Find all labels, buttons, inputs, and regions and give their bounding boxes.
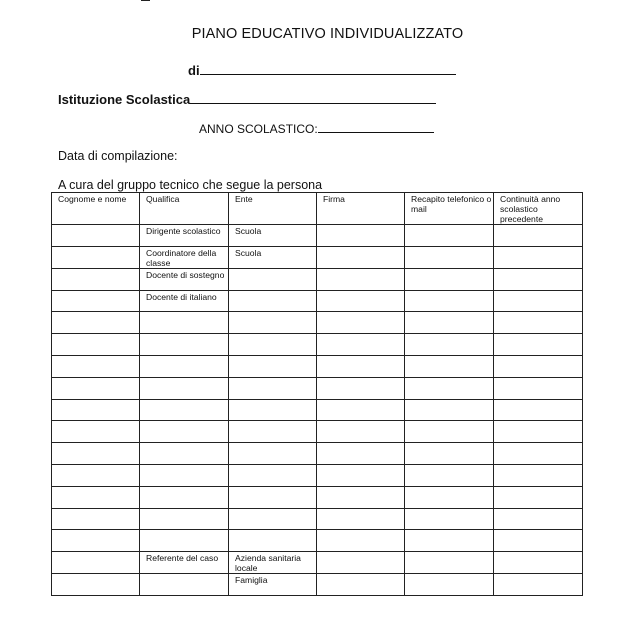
cell-continuita[interactable]	[494, 355, 583, 377]
cell-ente[interactable]	[229, 399, 317, 421]
cell-continuita[interactable]	[494, 399, 583, 421]
cell-cognome[interactable]	[52, 464, 140, 486]
cell-ente[interactable]: Famiglia	[229, 574, 317, 596]
cell-firma[interactable]	[317, 312, 405, 334]
table-row	[52, 290, 583, 312]
table-row	[52, 312, 583, 334]
table-header-row	[52, 193, 583, 225]
table-row	[52, 334, 583, 356]
cell-qualifica[interactable]	[140, 508, 229, 530]
cell-cognome[interactable]	[52, 508, 140, 530]
cell-cognome[interactable]	[52, 290, 140, 312]
cell-ente[interactable]	[229, 355, 317, 377]
cell-qualifica[interactable]	[140, 486, 229, 508]
table-row	[52, 246, 583, 268]
header-qualifica: Qualifica	[140, 193, 229, 225]
cell-continuita[interactable]	[494, 421, 583, 443]
cell-qualifica[interactable]	[140, 399, 229, 421]
cell-recapito[interactable]	[405, 246, 494, 268]
di-label: di	[188, 63, 200, 78]
cell-ente[interactable]	[229, 464, 317, 486]
cell-recapito[interactable]	[405, 334, 494, 356]
cell-ente[interactable]	[229, 508, 317, 530]
cell-ente[interactable]	[229, 421, 317, 443]
cell-continuita[interactable]	[494, 486, 583, 508]
istituzione-line	[58, 91, 436, 107]
cell-ente[interactable]	[229, 334, 317, 356]
cell-firma[interactable]	[317, 225, 405, 247]
cell-cognome[interactable]	[52, 312, 140, 334]
table-row	[52, 508, 583, 530]
cell-continuita[interactable]	[494, 552, 583, 574]
cell-cognome[interactable]	[52, 334, 140, 356]
header-recapito: Recapito telefonico o mail	[405, 193, 494, 225]
cell-qualifica[interactable]	[140, 464, 229, 486]
cell-continuita[interactable]	[494, 530, 583, 552]
cell-ente[interactable]	[229, 268, 317, 290]
cell-continuita[interactable]	[494, 312, 583, 334]
cell-recapito[interactable]	[405, 312, 494, 334]
header-cognome: Cognome e nome	[52, 193, 140, 225]
cell-qualifica[interactable]	[140, 334, 229, 356]
cell-recapito[interactable]	[405, 530, 494, 552]
document-title: PIANO EDUCATIVO INDIVIDUALIZZATO	[191, 26, 464, 42]
cell-ente[interactable]	[229, 486, 317, 508]
cell-recapito[interactable]	[405, 421, 494, 443]
gruppo-tecnico-label: A cura del gruppo tecnico che segue la persona	[58, 178, 323, 192]
cell-firma[interactable]	[317, 246, 405, 268]
cell-firma[interactable]	[317, 508, 405, 530]
header-firma: Firma	[317, 193, 405, 225]
cell-continuita[interactable]	[494, 268, 583, 290]
cell-firma[interactable]	[317, 464, 405, 486]
cell-cognome[interactable]	[52, 377, 140, 399]
cell-recapito[interactable]	[405, 268, 494, 290]
anno-scolastico-blank[interactable]	[318, 120, 434, 133]
cell-firma[interactable]	[317, 552, 405, 574]
cell-qualifica[interactable]	[140, 574, 229, 596]
cell-firma[interactable]	[317, 530, 405, 552]
cell-qualifica[interactable]: Dirigente scolastico	[140, 225, 229, 247]
data-compilazione-label: Data di compilazione:	[58, 149, 178, 163]
cell-recapito[interactable]	[405, 443, 494, 465]
cell-recapito[interactable]	[405, 377, 494, 399]
cell-cognome[interactable]	[52, 530, 140, 552]
cell-ente[interactable]: Scuola	[229, 246, 317, 268]
cell-continuita[interactable]	[494, 443, 583, 465]
cell-ente[interactable]: Scuola	[229, 225, 317, 247]
istituzione-label: Istituzione Scolastica	[58, 92, 191, 107]
cell-continuita[interactable]	[494, 290, 583, 312]
cell-cognome[interactable]	[52, 225, 140, 247]
cell-firma[interactable]	[317, 421, 405, 443]
cell-continuita[interactable]	[494, 334, 583, 356]
cell-firma[interactable]	[317, 290, 405, 312]
header-continuita: Continuità anno scolastico precedente	[494, 193, 583, 225]
cell-ente[interactable]	[229, 290, 317, 312]
cell-continuita[interactable]	[494, 246, 583, 268]
cell-recapito[interactable]	[405, 574, 494, 596]
anno-scolastico-line	[199, 120, 434, 136]
cell-firma[interactable]	[317, 334, 405, 356]
cell-continuita[interactable]	[494, 508, 583, 530]
table-row	[52, 377, 583, 399]
cell-recapito[interactable]	[405, 486, 494, 508]
di-blank[interactable]	[200, 62, 456, 75]
cell-ente[interactable]	[229, 312, 317, 334]
cell-recapito[interactable]	[405, 225, 494, 247]
table-row	[52, 225, 583, 247]
cell-recapito[interactable]	[405, 290, 494, 312]
table-row	[52, 443, 583, 465]
table-row	[52, 574, 583, 596]
cell-qualifica[interactable]: Docente di sostegno	[140, 268, 229, 290]
cell-ente[interactable]: Azienda sanitaria locale	[229, 552, 317, 574]
gruppo-tecnico-table	[51, 192, 583, 596]
cell-firma[interactable]	[317, 574, 405, 596]
cell-qualifica[interactable]: Coordinatore della classe	[140, 246, 229, 268]
cell-firma[interactable]	[317, 377, 405, 399]
cell-ente[interactable]	[229, 443, 317, 465]
cell-recapito[interactable]	[405, 464, 494, 486]
text-cursor-mark	[141, 0, 150, 1]
table-row	[52, 355, 583, 377]
table-row	[52, 552, 583, 574]
cell-cognome[interactable]	[52, 268, 140, 290]
cell-cognome[interactable]	[52, 443, 140, 465]
cell-qualifica[interactable]	[140, 312, 229, 334]
cell-cognome[interactable]	[52, 486, 140, 508]
cell-qualifica[interactable]: Docente di italiano	[140, 290, 229, 312]
cell-qualifica[interactable]	[140, 355, 229, 377]
cell-qualifica[interactable]	[140, 377, 229, 399]
table-row	[52, 268, 583, 290]
cell-firma[interactable]	[317, 486, 405, 508]
cell-continuita[interactable]	[494, 574, 583, 596]
cell-recapito[interactable]	[405, 508, 494, 530]
cell-firma[interactable]	[317, 268, 405, 290]
cell-ente[interactable]	[229, 530, 317, 552]
cell-firma[interactable]	[317, 399, 405, 421]
cell-qualifica[interactable]: Referente del caso	[140, 552, 229, 574]
cell-cognome[interactable]	[52, 355, 140, 377]
cell-qualifica[interactable]	[140, 443, 229, 465]
table-row	[52, 530, 583, 552]
cell-ente[interactable]	[229, 377, 317, 399]
cell-firma[interactable]	[317, 355, 405, 377]
cell-recapito[interactable]	[405, 552, 494, 574]
cell-qualifica[interactable]	[140, 421, 229, 443]
header-ente: Ente	[229, 193, 317, 225]
istituzione-blank[interactable]	[190, 91, 436, 104]
cell-firma[interactable]	[317, 443, 405, 465]
table-row	[52, 421, 583, 443]
cell-recapito[interactable]	[405, 399, 494, 421]
table-row	[52, 399, 583, 421]
cell-qualifica[interactable]	[140, 530, 229, 552]
cell-cognome[interactable]	[52, 421, 140, 443]
cell-cognome[interactable]	[52, 574, 140, 596]
table-row	[52, 486, 583, 508]
cell-continuita[interactable]	[494, 225, 583, 247]
cell-continuita[interactable]	[494, 377, 583, 399]
anno-scolastico-label: ANNO SCOLASTICO:	[199, 122, 318, 136]
di-line	[188, 62, 456, 78]
cell-cognome[interactable]	[52, 552, 140, 574]
cell-continuita[interactable]	[494, 464, 583, 486]
cell-recapito[interactable]	[405, 355, 494, 377]
cell-cognome[interactable]	[52, 246, 140, 268]
table-row	[52, 464, 583, 486]
cell-cognome[interactable]	[52, 399, 140, 421]
